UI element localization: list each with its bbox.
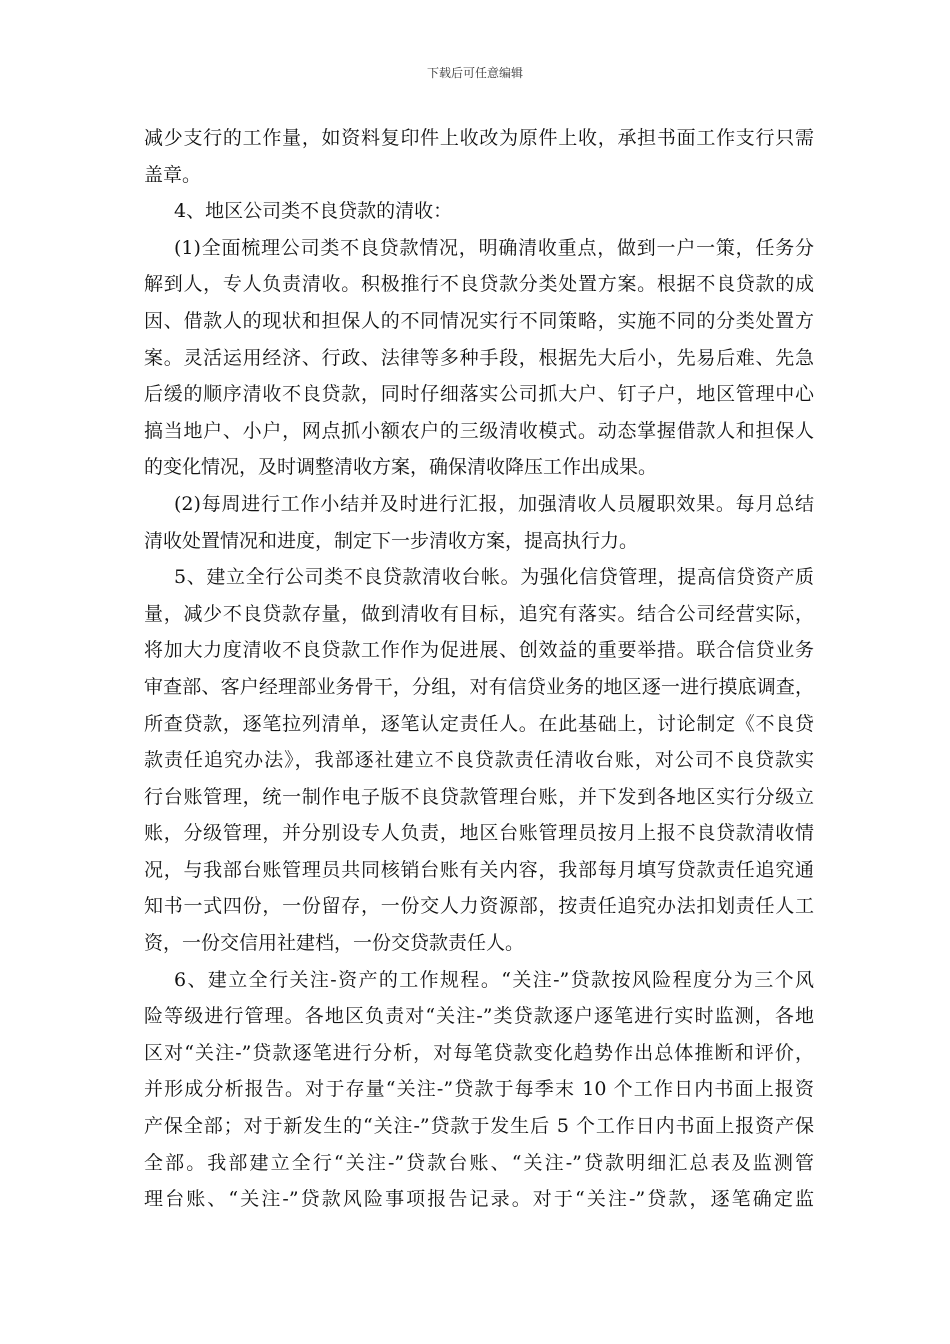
text-line: 资，一份交信用社建档，一份交贷款责任人。 <box>144 932 525 955</box>
text-line: 量，减少不良贷款存量，做到清收有目标，追究有落实。结合公司经营实际， <box>144 602 814 625</box>
text-line: 账，分级管理，并分别设专人负责，地区台账管理员按月上报不良贷款清收情 <box>144 822 814 845</box>
text-line: 并形成分析报告。对于存量“关注-”贷款于每季末 10 个工作日内书面上报资 <box>144 1078 814 1101</box>
text-line: 产保全部；对于新发生的“关注-”贷款于发生后 5 个工作日内书面上报资产保 <box>144 1115 814 1138</box>
text-line: 因、借款人的现状和担保人的不同情况实行不同策略，实施不同的分类处置方 <box>144 309 814 332</box>
text-line: 况，与我部台账管理员共同核销台账有关内容，我部每月填写贷款责任追究通 <box>144 858 814 881</box>
text-line: 减少支行的工作量，如资料复印件上收改为原件上收，承担书面工作支行只需 <box>144 127 814 149</box>
text-line: 理台账、“关注-”贷款风险事项报告记录。对于“关注-”贷款，逐笔确定监 <box>144 1188 814 1211</box>
text-line: 的变化情况，及时调整清收方案，确保清收降压工作出成果。 <box>144 456 658 479</box>
text-line: 将加大力度清收不良贷款工作作为促进展、创效益的重要举措。联合信贷业务 <box>144 639 814 662</box>
text-line: 款责任追究办法》，我部逐社建立不良贷款责任清收台账，对公司不良贷款实 <box>144 749 814 772</box>
page-header: 下载后可任意编辑 <box>426 66 523 80</box>
text-line: 后缓的顺序清收不良贷款，同时仔细落实公司抓大户、钉子户，地区管理中心 <box>144 383 814 406</box>
text-line: 搞当地户、小户，网点抓小额农户的三级清收模式。动态掌握借款人和担保人 <box>144 419 814 442</box>
text-line: 5、建立全行公司类不良贷款清收台帐。为强化信贷管理，提高信贷资产质 <box>174 566 814 589</box>
text-line: 案。灵活运用经济、行政、法律等多种手段，根据先大后小，先易后难、先急 <box>144 346 814 369</box>
text-line: 险等级进行管理。各地区负责对“关注-”类贷款逐户逐笔进行实时监测，各地 <box>144 1005 814 1028</box>
text-line: 全部。我部建立全行“关注-”贷款台账、“关注-”贷款明细汇总表及监测管 <box>144 1151 814 1174</box>
text-line: (1)全面梳理公司类不良贷款情况，明确清收重点，做到一户一策，任务分 <box>174 236 814 259</box>
text-line: 6、建立全行关注-资产的工作规程。“关注-”贷款按风险程度分为三个风 <box>174 968 814 991</box>
text-line: 行台账管理，统一制作电子版不良贷款管理台账，并下发到各地区实行分级立 <box>144 785 814 808</box>
text-line: 区对“关注-”贷款逐笔进行分析，对每笔贷款变化趋势作出总体推断和评价， <box>144 1041 814 1064</box>
text-line: 清收处置情况和进度，制定下一步清收方案，提高执行力。 <box>144 529 639 552</box>
text-line: 所查贷款，逐笔拉列清单，逐笔认定责任人。在此基础上，讨论制定《不良贷 <box>144 712 814 735</box>
text-line: (2)每周进行工作小结并及时进行汇报，加强清收人员履职效果。每月总结 <box>174 492 814 515</box>
text-line: 盖章。 <box>144 163 202 186</box>
text-line: 知书一式四份，一份留存，一份交人力资源部，按责任追究办法扣划责任人工 <box>144 895 814 918</box>
text-line: 审查部、客户经理部业务骨干，分组，对有信贷业务的地区逐一进行摸底调查， <box>144 675 814 698</box>
document-body <box>144 120 814 1218</box>
text-line: 解到人，专人负责清收。积极推行不良贷款分类处置方案。根据不良贷款的成 <box>144 273 814 296</box>
text-line: 4、地区公司类不良贷款的清收： <box>174 200 453 223</box>
